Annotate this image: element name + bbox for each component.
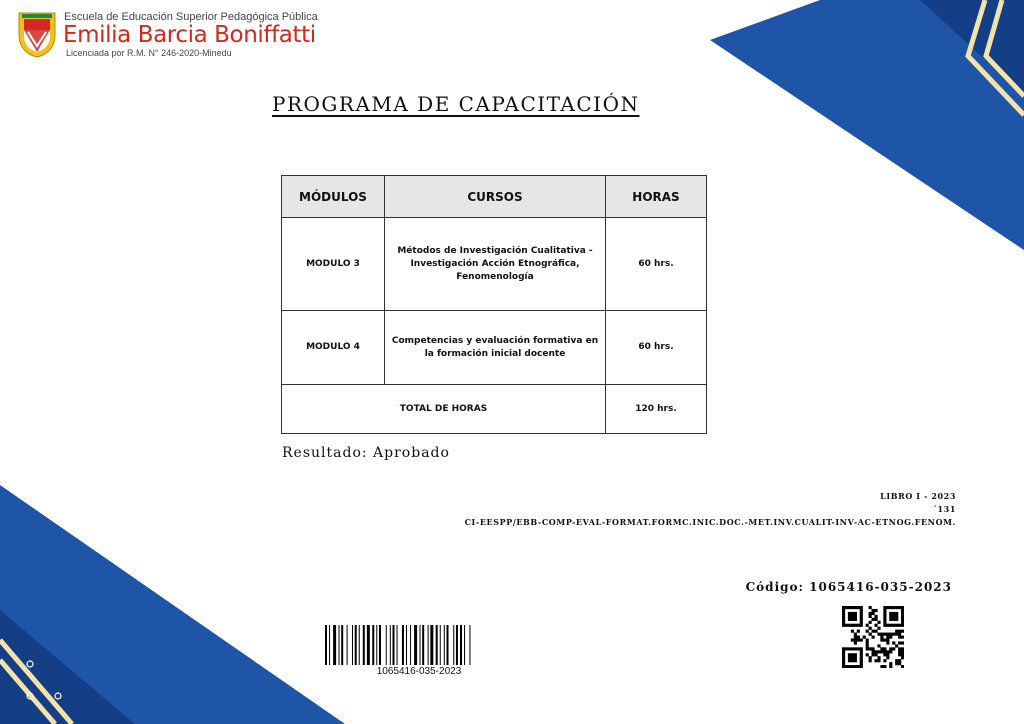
hours-cell: 60 hrs. bbox=[606, 218, 707, 311]
barcode-icon bbox=[325, 625, 513, 665]
qr-module bbox=[901, 656, 904, 659]
qr-module bbox=[857, 647, 860, 650]
qr-module bbox=[866, 644, 869, 647]
qr-module bbox=[895, 644, 898, 647]
qr-module bbox=[874, 624, 877, 627]
qr-module bbox=[869, 606, 872, 609]
qr-module bbox=[874, 653, 877, 656]
qr-module bbox=[854, 638, 857, 641]
qr-module bbox=[901, 618, 904, 621]
qr-module bbox=[872, 618, 875, 621]
qr-module bbox=[842, 609, 845, 612]
qr-module bbox=[901, 621, 904, 624]
qr-module bbox=[877, 659, 880, 662]
qr-module bbox=[889, 650, 892, 653]
qr-module bbox=[877, 627, 880, 630]
qr-module bbox=[860, 609, 863, 612]
record-reference: CI-EESPP/EBB-COMP-EVAL-FORMAT.FORMC.INIC.DOC.-MET.INV.CUALIT-INV-AC-ETNOG.FENOM. bbox=[464, 517, 956, 527]
qr-module bbox=[854, 618, 857, 621]
qr-module bbox=[866, 641, 869, 644]
qr-module bbox=[845, 606, 848, 609]
qr-module bbox=[854, 636, 857, 639]
qr-module bbox=[898, 606, 901, 609]
qr-module bbox=[901, 653, 904, 656]
book-number: LIBRO I - 2023 bbox=[880, 491, 956, 501]
module-cell: MODULO 4 bbox=[282, 311, 385, 385]
qr-module bbox=[874, 650, 877, 653]
qr-module bbox=[877, 656, 880, 659]
qr-module bbox=[874, 630, 877, 633]
qr-module bbox=[895, 606, 898, 609]
qr-module bbox=[901, 609, 904, 612]
qr-module bbox=[851, 659, 854, 662]
qr-module bbox=[901, 606, 904, 609]
course-cell: Métodos de Investigación Cualitativa - Investigación Acción Etnográfica, Fenomenología bbox=[385, 218, 606, 311]
barcode-bar bbox=[372, 625, 374, 665]
institution-header bbox=[16, 8, 336, 62]
barcode-bar bbox=[355, 625, 357, 665]
qr-module bbox=[895, 630, 898, 633]
qr-module bbox=[854, 606, 857, 609]
qr-module bbox=[889, 636, 892, 639]
barcode-bar bbox=[428, 625, 429, 665]
qr-module bbox=[854, 647, 857, 650]
barcode-bar bbox=[393, 625, 395, 665]
barcode-bar bbox=[376, 625, 377, 665]
qr-module bbox=[872, 630, 875, 633]
qr-module bbox=[883, 633, 886, 636]
qr-module bbox=[898, 641, 901, 644]
qr-module bbox=[860, 606, 863, 609]
qr-module bbox=[860, 624, 863, 627]
barcode bbox=[325, 625, 513, 677]
qr-module bbox=[842, 659, 845, 662]
barcode-bar bbox=[469, 625, 470, 665]
qr-module bbox=[898, 624, 901, 627]
qr-module bbox=[874, 618, 877, 621]
barcode-bar bbox=[333, 625, 336, 665]
qr-module bbox=[898, 630, 901, 633]
barcode-bar bbox=[329, 625, 330, 665]
barcode-bar bbox=[444, 625, 445, 665]
course-cell: Competencias y evaluación formativa en la formación inicial docente bbox=[385, 311, 606, 385]
qr-module bbox=[892, 641, 895, 644]
qr-module bbox=[901, 650, 904, 653]
qr-module bbox=[860, 656, 863, 659]
qr-module bbox=[845, 624, 848, 627]
qr-module bbox=[892, 612, 895, 615]
qr-module bbox=[872, 609, 875, 612]
qr-module bbox=[901, 665, 904, 668]
barcode-bar bbox=[325, 625, 327, 665]
qr-module bbox=[895, 615, 898, 618]
barcode-bar bbox=[402, 625, 404, 665]
qr-module bbox=[854, 665, 857, 668]
qr-module bbox=[886, 653, 889, 656]
barcode-bar bbox=[436, 625, 438, 665]
crest-logo-icon bbox=[16, 10, 58, 58]
qr-module bbox=[851, 638, 854, 641]
qr-module bbox=[842, 647, 845, 650]
qr-module bbox=[869, 612, 872, 615]
qr-module bbox=[842, 615, 845, 618]
barcode-bar bbox=[456, 625, 458, 665]
qr-module bbox=[842, 656, 845, 659]
qr-module bbox=[880, 650, 883, 653]
qr-module bbox=[886, 636, 889, 639]
qr-module bbox=[854, 656, 857, 659]
barcode-bar bbox=[460, 625, 462, 665]
barcode-bar bbox=[390, 625, 391, 665]
qr-module bbox=[869, 627, 872, 630]
qr-module bbox=[883, 618, 886, 621]
qr-module bbox=[848, 656, 851, 659]
qr-module bbox=[857, 606, 860, 609]
qr-module bbox=[842, 665, 845, 668]
qr-module bbox=[880, 647, 883, 650]
table-row bbox=[282, 218, 707, 311]
qr-module bbox=[842, 621, 845, 624]
qr-module bbox=[860, 612, 863, 615]
qr-module bbox=[892, 606, 895, 609]
qr-module bbox=[845, 665, 848, 668]
qr-module bbox=[889, 615, 892, 618]
qr-module bbox=[854, 612, 857, 615]
qr-module bbox=[901, 647, 904, 650]
qr-module bbox=[860, 621, 863, 624]
barcode-bar bbox=[359, 625, 360, 665]
header-courses: CURSOS bbox=[385, 176, 606, 218]
qr-module bbox=[860, 638, 863, 641]
qr-module bbox=[883, 659, 886, 662]
qr-module bbox=[869, 647, 872, 650]
qr-module bbox=[877, 621, 880, 624]
qr-module bbox=[860, 615, 863, 618]
qr-module bbox=[869, 621, 872, 624]
module-cell: MODULO 3 bbox=[282, 218, 385, 311]
qr-module bbox=[866, 630, 869, 633]
qr-code-icon bbox=[842, 606, 904, 668]
qr-module bbox=[877, 644, 880, 647]
qr-module bbox=[860, 650, 863, 653]
qr-module bbox=[880, 636, 883, 639]
qr-module bbox=[872, 612, 875, 615]
qr-module bbox=[892, 618, 895, 621]
barcode-bar bbox=[386, 625, 387, 665]
qr-module bbox=[857, 624, 860, 627]
qr-module bbox=[895, 618, 898, 621]
qr-module bbox=[866, 653, 869, 656]
qr-module bbox=[883, 638, 886, 641]
table-row bbox=[282, 311, 707, 385]
qr-module bbox=[869, 656, 872, 659]
header-hours: HORAS bbox=[606, 176, 707, 218]
qr-module bbox=[860, 647, 863, 650]
qr-module bbox=[895, 612, 898, 615]
qr-module bbox=[872, 650, 875, 653]
qr-module bbox=[883, 650, 886, 653]
qr-module bbox=[848, 659, 851, 662]
qr-module bbox=[845, 647, 848, 650]
qr-module bbox=[886, 624, 889, 627]
qr-module bbox=[892, 647, 895, 650]
qr-module bbox=[842, 612, 845, 615]
qr-module bbox=[889, 624, 892, 627]
qr-module bbox=[874, 659, 877, 662]
qr-module bbox=[866, 638, 869, 641]
qr-module bbox=[880, 633, 883, 636]
barcode-bar bbox=[420, 625, 421, 665]
qr-module bbox=[857, 636, 860, 639]
qr-module bbox=[883, 609, 886, 612]
qr-module bbox=[860, 665, 863, 668]
qr-module bbox=[851, 647, 854, 650]
training-program-table bbox=[281, 175, 707, 434]
qr-module bbox=[901, 641, 904, 644]
qr-module bbox=[851, 656, 854, 659]
qr-module bbox=[842, 650, 845, 653]
qr-module bbox=[892, 624, 895, 627]
qr-module bbox=[872, 653, 875, 656]
qr-module bbox=[883, 653, 886, 656]
qr-module bbox=[857, 665, 860, 668]
qr-module bbox=[851, 624, 854, 627]
qr-module bbox=[889, 612, 892, 615]
qr-module bbox=[848, 615, 851, 618]
qr-module bbox=[854, 615, 857, 618]
qr-module bbox=[886, 638, 889, 641]
qr-module bbox=[892, 615, 895, 618]
qr-module bbox=[869, 659, 872, 662]
qr-module bbox=[851, 665, 854, 668]
qr-module bbox=[883, 615, 886, 618]
qr-module bbox=[848, 606, 851, 609]
barcode-bar bbox=[363, 625, 365, 665]
barcode-bar bbox=[406, 625, 407, 665]
qr-module bbox=[901, 630, 904, 633]
qr-module bbox=[854, 633, 857, 636]
page-title: PROGRAMA DE CAPACITACIÓN bbox=[272, 92, 640, 116]
qr-module bbox=[898, 653, 901, 656]
qr-module bbox=[895, 633, 898, 636]
qr-module bbox=[851, 612, 854, 615]
qr-module bbox=[848, 665, 851, 668]
total-hours: 120 hrs. bbox=[606, 385, 707, 434]
qr-module bbox=[877, 650, 880, 653]
qr-module bbox=[848, 647, 851, 650]
qr-module bbox=[883, 606, 886, 609]
barcode-bar bbox=[453, 625, 454, 665]
barcode-bar bbox=[339, 625, 340, 665]
qr-module bbox=[895, 624, 898, 627]
barcode-number: 1065416-035-2023 bbox=[376, 666, 462, 677]
qr-module bbox=[898, 659, 901, 662]
qr-module bbox=[860, 659, 863, 662]
qr-module bbox=[860, 653, 863, 656]
qr-module bbox=[898, 650, 901, 653]
qr-module bbox=[883, 647, 886, 650]
institution-name: Emilia Barcia Boniffatti bbox=[63, 22, 316, 48]
qr-module bbox=[898, 662, 901, 665]
qr-module bbox=[848, 624, 851, 627]
qr-module bbox=[842, 624, 845, 627]
qr-module bbox=[869, 615, 872, 618]
qr-module bbox=[895, 662, 898, 665]
qr-module bbox=[889, 633, 892, 636]
qr-module bbox=[886, 656, 889, 659]
qr-module bbox=[857, 638, 860, 641]
qr-module bbox=[872, 636, 875, 639]
qr-module bbox=[901, 612, 904, 615]
institution-line: Escuela de Educación Superior Pedagógica Pública bbox=[64, 11, 318, 23]
qr-module bbox=[854, 653, 857, 656]
qr-module bbox=[851, 653, 854, 656]
barcode-bar bbox=[352, 625, 353, 665]
barcode-bar bbox=[440, 625, 441, 665]
qr-module bbox=[895, 659, 898, 662]
barcode-bar bbox=[464, 625, 465, 665]
qr-module bbox=[898, 633, 901, 636]
qr-module bbox=[874, 615, 877, 618]
qr-module bbox=[898, 636, 901, 639]
qr-module bbox=[901, 624, 904, 627]
qr-module bbox=[880, 665, 883, 668]
qr-module bbox=[851, 606, 854, 609]
barcode-bar bbox=[430, 625, 433, 665]
qr-module bbox=[883, 612, 886, 615]
barcode-bar bbox=[347, 625, 348, 665]
qr-module bbox=[901, 636, 904, 639]
qr-module bbox=[854, 624, 857, 627]
result-text: Resultado: Aprobado bbox=[282, 445, 450, 461]
qr-module bbox=[869, 633, 872, 636]
qr-module bbox=[848, 618, 851, 621]
qr-module bbox=[851, 615, 854, 618]
barcode-bar bbox=[410, 625, 411, 665]
folio-number: ´131 bbox=[932, 504, 956, 514]
qr-module bbox=[898, 647, 901, 650]
qr-module bbox=[877, 633, 880, 636]
total-label: TOTAL DE HORAS bbox=[282, 385, 606, 434]
qr-module bbox=[854, 641, 857, 644]
record-info bbox=[465, 490, 956, 529]
qr-module bbox=[901, 615, 904, 618]
barcode-bar bbox=[422, 625, 424, 665]
total-row bbox=[282, 385, 707, 434]
barcode-bar bbox=[379, 625, 381, 665]
qr-module bbox=[883, 621, 886, 624]
qr-module bbox=[842, 653, 845, 656]
qr-module bbox=[889, 662, 892, 665]
license-text: Licenciada por R.M. N° 246-2020-Minedu bbox=[66, 48, 232, 58]
qr-module bbox=[886, 650, 889, 653]
qr-module bbox=[851, 630, 854, 633]
qr-module bbox=[854, 659, 857, 662]
qr-module bbox=[883, 624, 886, 627]
qr-module bbox=[889, 606, 892, 609]
barcode-bar bbox=[397, 625, 398, 665]
barcode-bar bbox=[414, 625, 417, 665]
qr-module bbox=[880, 638, 883, 641]
qr-module bbox=[860, 618, 863, 621]
qr-module bbox=[860, 662, 863, 665]
qr-module bbox=[848, 612, 851, 615]
qr-module bbox=[874, 609, 877, 612]
header-modules: MÓDULOS bbox=[282, 176, 385, 218]
table-header-row bbox=[282, 176, 707, 218]
qr-module bbox=[866, 647, 869, 650]
barcode-bar bbox=[447, 625, 449, 665]
qr-module bbox=[851, 618, 854, 621]
qr-module bbox=[886, 633, 889, 636]
qr-module bbox=[892, 633, 895, 636]
qr-module bbox=[842, 606, 845, 609]
qr-module bbox=[889, 665, 892, 668]
qr-module bbox=[872, 647, 875, 650]
qr-module bbox=[863, 636, 866, 639]
qr-module bbox=[889, 618, 892, 621]
barcode-bar bbox=[367, 625, 370, 665]
barcode-bar bbox=[341, 625, 343, 665]
certificate-code: Código: 1065416-035-2023 bbox=[745, 580, 952, 594]
qr-module bbox=[883, 665, 886, 668]
qr-module bbox=[866, 624, 869, 627]
qr-module bbox=[889, 647, 892, 650]
qr-module bbox=[842, 618, 845, 621]
qr-module bbox=[848, 653, 851, 656]
hours-cell: 60 hrs. bbox=[606, 311, 707, 385]
qr-module bbox=[857, 630, 860, 633]
qr-module bbox=[886, 641, 889, 644]
qr-module bbox=[886, 606, 889, 609]
qr-module bbox=[842, 662, 845, 665]
